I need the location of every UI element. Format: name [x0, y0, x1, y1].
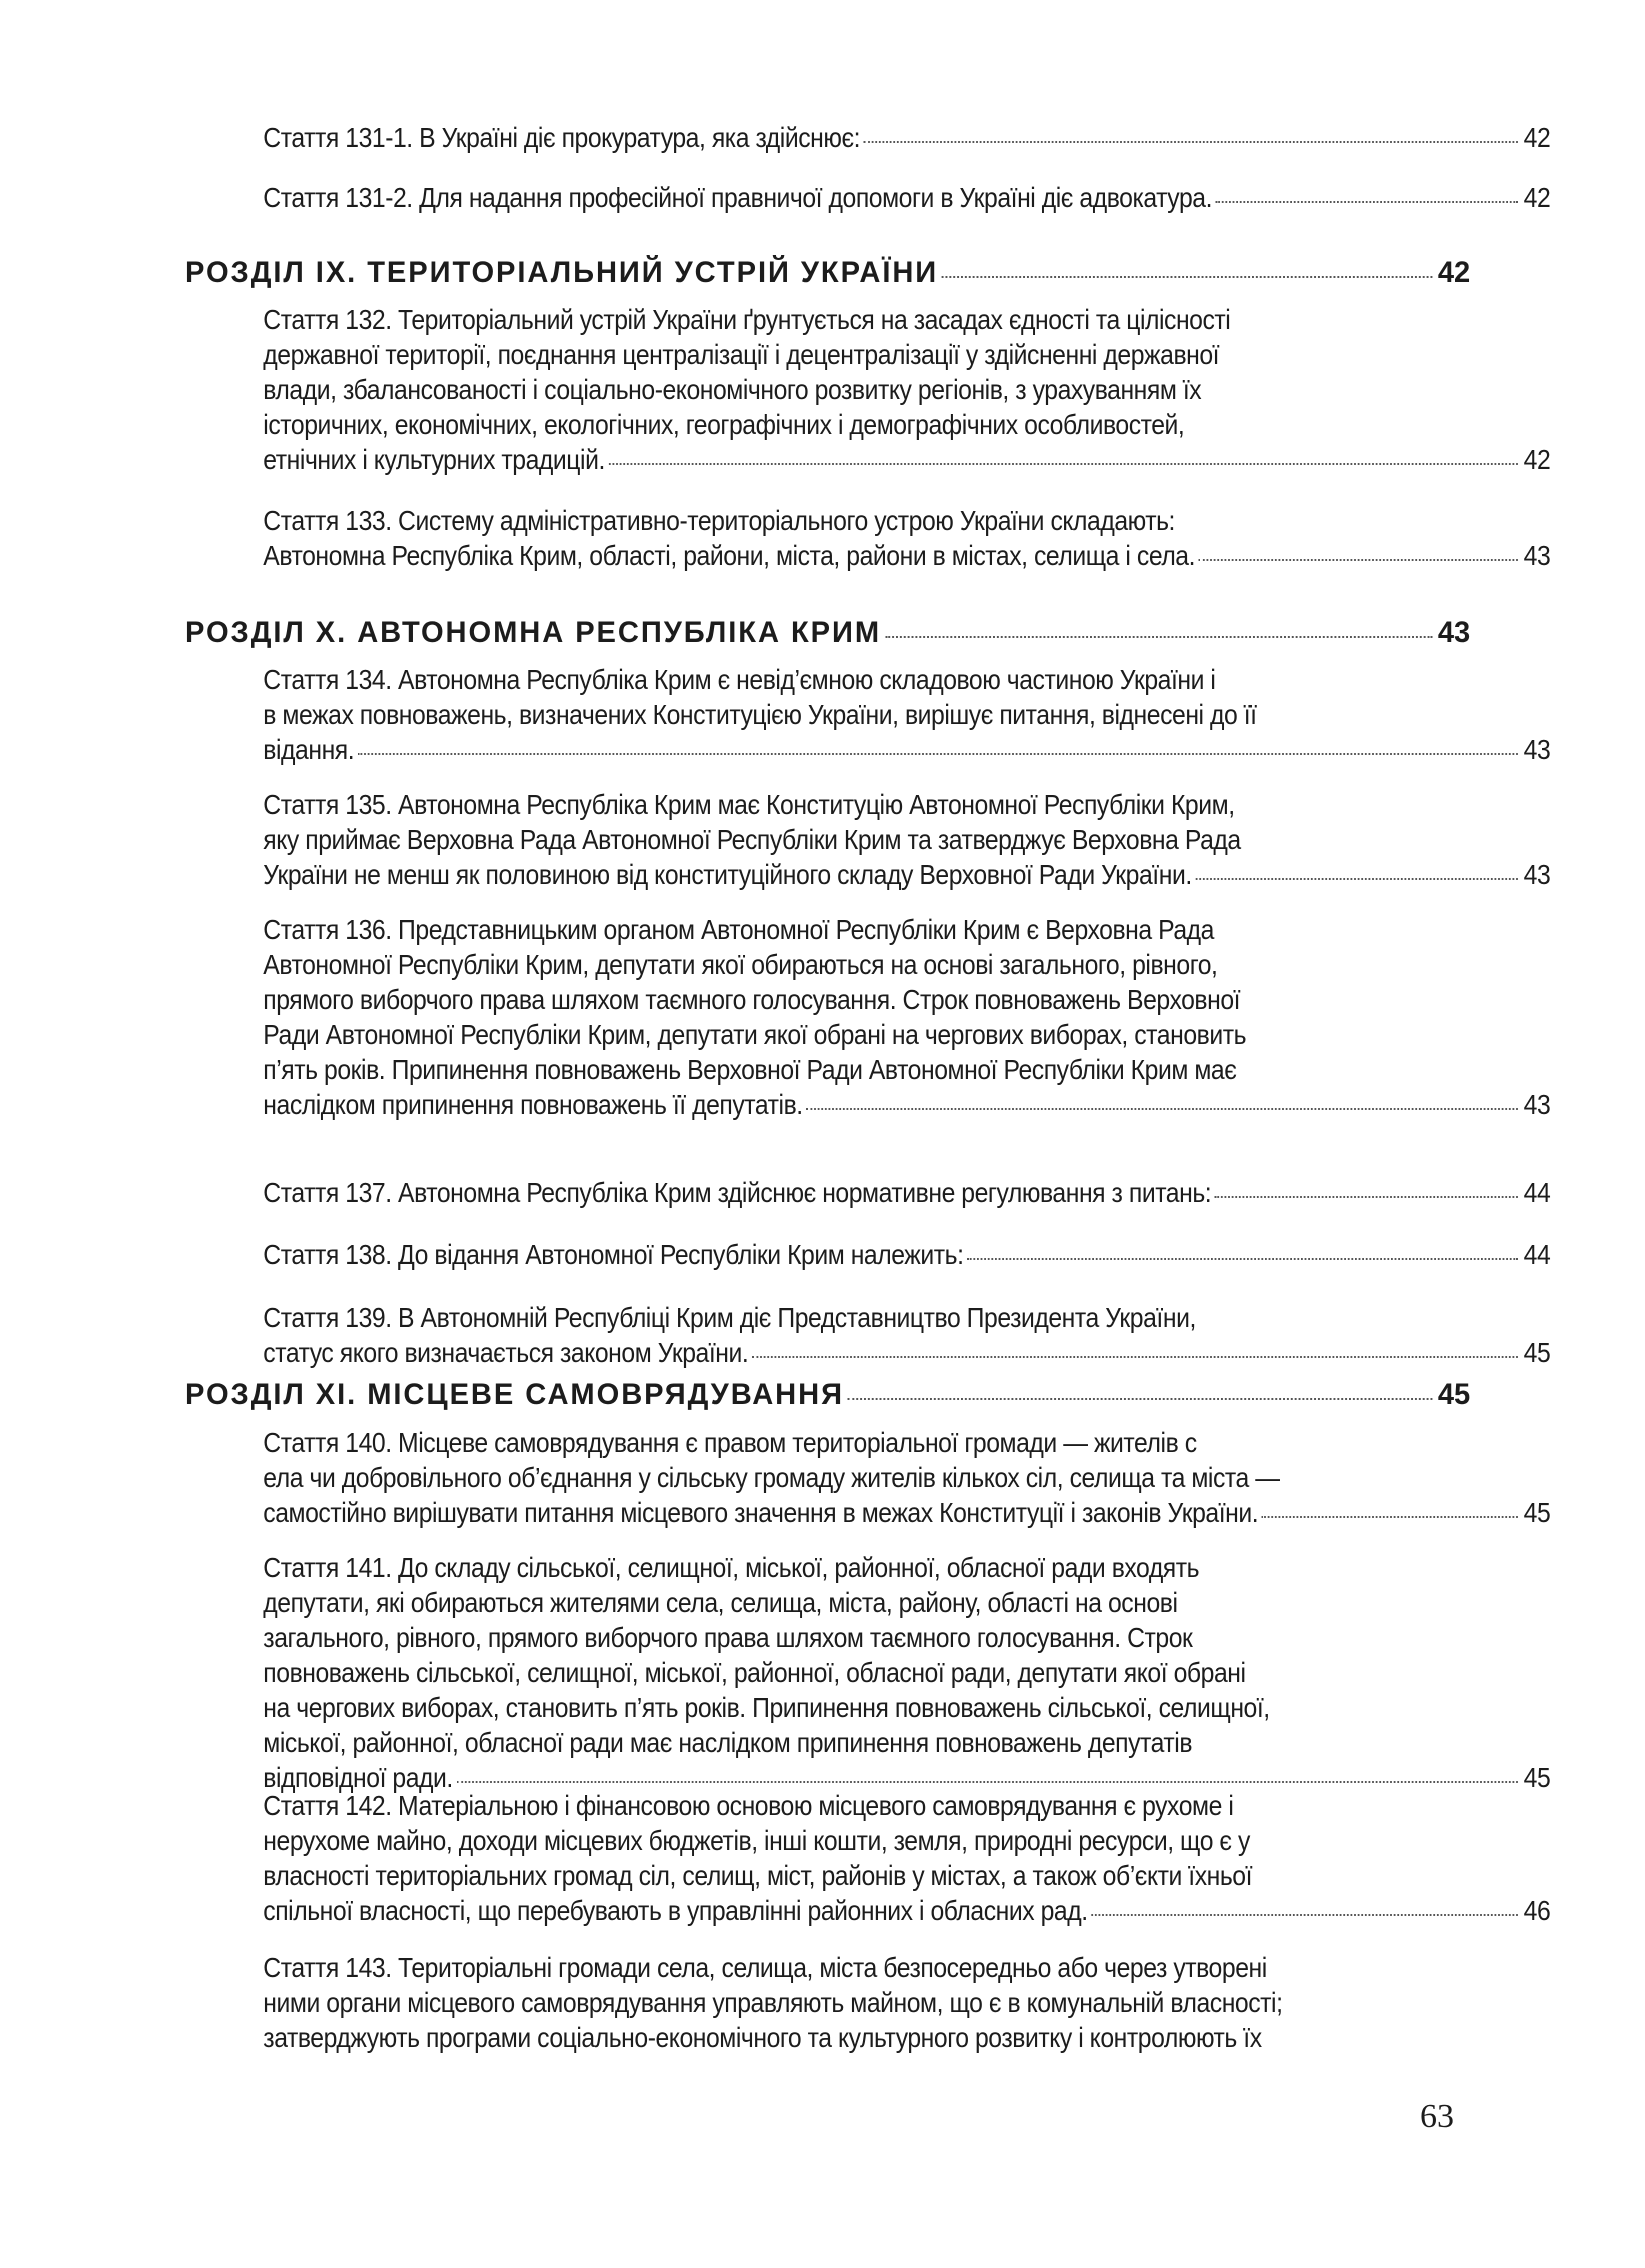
toc-article-entry	[185, 1175, 1550, 1210]
toc-entry-text: Стаття 133. Систему адміністративно-територіального устрою України складають:	[263, 505, 1175, 536]
toc-page-ref: 43	[1523, 859, 1551, 890]
toc-page-ref: 45	[1437, 1378, 1471, 1411]
toc-article-entry	[185, 912, 1550, 1122]
toc-entry-text: Стаття 134. Автономна Республіка Крим є невід’ємною складовою частиною України і	[263, 664, 1216, 695]
dot-leader	[608, 463, 1518, 465]
toc-article-entry	[185, 1950, 1550, 2055]
dot-leader	[752, 1356, 1518, 1358]
toc-entry-text: Стаття 137. Автономна Республіка Крим здійснює нормативне регулювання з питань:	[263, 1177, 1212, 1208]
toc-article-entry	[185, 503, 1550, 573]
toc-page-ref: 43	[1437, 616, 1471, 649]
toc-page-ref: 43	[1523, 540, 1551, 571]
toc-article-entry	[185, 1300, 1550, 1370]
toc-page-ref: 42	[1523, 444, 1551, 475]
toc-page-ref: 42	[1523, 182, 1551, 213]
toc-article-entry	[185, 1237, 1550, 1272]
page-number: 63	[1420, 2098, 1454, 2135]
toc-entry-text: на чергових виборах, становить п’ять років. Припинення повноважень сільської, селищної,	[263, 1692, 1270, 1723]
toc-entry-text: Стаття 131-2. Для надання професійної правничої допомоги в Україні діє адвокатура.	[263, 182, 1213, 213]
toc-entry-text: Стаття 142. Матеріальною і фінансовою основою місцевого самоврядування є рухоме і	[263, 1790, 1234, 1821]
dot-leader	[1216, 201, 1519, 203]
toc-entry-text: державної території, поєднання централізації і децентралізації у здійсненні державної	[263, 339, 1220, 370]
toc-entry-text: депутати, які обираються жителями села, селища, міста, району, області на основі	[263, 1587, 1178, 1618]
toc-entry-text: відповідної ради.	[263, 1762, 453, 1793]
toc-page-ref: 43	[1523, 1089, 1551, 1120]
toc-article-entry	[185, 1425, 1550, 1530]
toc-entry-text: Автономна Республіка Крим, області, райони, міста, райони в містах, селища і села.	[263, 540, 1196, 571]
dot-leader	[967, 1258, 1518, 1260]
toc-entry-text: РОЗДІЛ IX. ТЕРИТОРІАЛЬНИЙ УСТРІЙ УКРАЇНИ	[185, 256, 939, 289]
dot-leader	[1215, 1196, 1518, 1198]
toc-page-ref: 45	[1523, 1337, 1551, 1368]
toc-entry-text: України не менш як половиною від конституційного складу Верховної Ради України.	[263, 859, 1192, 890]
dot-leader	[1195, 878, 1518, 880]
toc-entry-text: Стаття 131-1. В Україні діє прокуратура, яка здійснює:	[263, 122, 861, 153]
toc-entry-text: яку приймає Верховна Рада Автономної Республіки Крим та затверджує Верховна Рада	[263, 824, 1241, 855]
toc-entry-text: в межах повноважень, визначених Конституцією України, вирішує питання, віднесені до її	[263, 699, 1257, 730]
dot-leader	[1262, 1516, 1519, 1518]
toc-entry-text: РОЗДІЛ X. АВТОНОМНА РЕСПУБЛІКА КРИМ	[185, 616, 882, 649]
toc-entry-text: Автономної Республіки Крим, депутати якої обираються на основі загального, рівного,	[263, 949, 1218, 980]
toc-section-heading	[185, 255, 1470, 291]
dot-leader	[864, 141, 1519, 143]
toc-article-entry	[185, 662, 1550, 767]
toc-entry-text: РОЗДІЛ XI. МІСЦЕВЕ САМОВРЯДУВАННЯ	[185, 1378, 844, 1411]
dot-leader	[885, 636, 1432, 638]
toc-entry-text: ела чи добровільного об’єднання у сільську громаду жителів кількох сіл, селища та міста —	[263, 1462, 1280, 1493]
toc-entry-text: Стаття 138. До відання Автономної Республіки Крим належить:	[263, 1239, 964, 1270]
toc-article-entry	[185, 180, 1550, 215]
toc-entry-text: Ради Автономної Республіки Крим, депутати якої обрані на чергових виборах, становить	[263, 1019, 1247, 1050]
toc-entry-text: прямого виборчого права шляхом таємного голосування. Строк повноважень Верховної	[263, 984, 1241, 1015]
toc-entry-text: статус якого визначається законом України.	[263, 1337, 749, 1368]
dot-leader	[456, 1781, 1518, 1783]
toc-entry-text: Стаття 132. Територіальний устрій України ґрунтується на засадах єдності та цілісності	[263, 304, 1231, 335]
toc-entry-text: самостійно вирішувати питання місцевого значення в межах Конституції і законів України.	[263, 1497, 1259, 1528]
dot-leader	[848, 1398, 1432, 1400]
toc-section-heading	[185, 1377, 1470, 1413]
toc-page-ref: 44	[1523, 1177, 1551, 1208]
toc-entry-text: Стаття 141. До складу сільської, селищної, міської, районної, обласної ради входять	[263, 1552, 1200, 1583]
toc-page-ref: 46	[1523, 1895, 1551, 1926]
dot-leader	[1091, 1914, 1518, 1916]
toc-entry-text: повноважень сільської, селищної, міської, районної, обласної ради, депутати якої обрані	[263, 1657, 1246, 1688]
toc-article-entry	[185, 302, 1550, 477]
toc-entry-text: історичних, економічних, екологічних, географічних і демографічних особливостей,	[263, 409, 1185, 440]
toc-page-ref: 45	[1523, 1497, 1551, 1528]
toc-entry-text: Стаття 140. Місцеве самоврядування є правом територіальної громади — жителів с	[263, 1427, 1197, 1458]
toc-entry-text: Стаття 143. Територіальні громади села, селища, міста безпосередньо або через утворені	[263, 1952, 1267, 1983]
toc-page-ref: 44	[1523, 1239, 1551, 1270]
dot-leader	[942, 276, 1432, 278]
toc-article-entry	[185, 120, 1550, 155]
toc-entry-text: Стаття 139. В Автономній Республіці Крим діє Представництво Президента України,	[263, 1302, 1196, 1333]
toc-entry-text: Стаття 135. Автономна Республіка Крим має Конституцію Автономної Республіки Крим,	[263, 789, 1235, 820]
toc-article-entry	[185, 1788, 1550, 1928]
toc-page-ref: 42	[1437, 256, 1471, 289]
dot-leader	[358, 753, 1518, 755]
toc-entry-text: спільної власності, що перебувають в управлінні районних і обласних рад.	[263, 1895, 1088, 1926]
toc-entry-text: Стаття 136. Представницьким органом Автономної Республіки Крим є Верховна Рада	[263, 914, 1214, 945]
toc-entry-text: міської, районної, обласної ради має наслідком припинення повноважень депутатів	[263, 1727, 1193, 1758]
toc-section-heading	[185, 615, 1470, 651]
toc-page-ref: 43	[1523, 734, 1551, 765]
toc-entry-text: затверджують програми соціально-економічного та культурного розвитку і контролюють їх	[263, 2022, 1262, 2053]
toc-entry-text: нерухоме майно, доходи місцевих бюджетів, інші кошти, земля, природні ресурси, що є у	[263, 1825, 1250, 1856]
toc-entry-text: власності територіальних громад сіл, селищ, міст, районів у містах, а також об’єкти їхньої	[263, 1860, 1253, 1891]
dot-leader	[806, 1108, 1518, 1110]
toc-entry-text: влади, збалансованості і соціально-економічного розвитку регіонів, з урахуванням їх	[263, 374, 1202, 405]
toc-article-entry	[185, 1550, 1550, 1795]
toc-page-ref: 45	[1523, 1762, 1551, 1793]
toc-entry-text: етнічних і культурних традицій.	[263, 444, 605, 475]
toc-entry-text: відання.	[263, 734, 355, 765]
toc-article-entry	[185, 787, 1550, 892]
toc-entry-text: ними органи місцевого самоврядування управляють майном, що є в комунальній власності;	[263, 1987, 1283, 2018]
toc-entry-text: загального, рівного, прямого виборчого права шляхом таємного голосування. Строк	[263, 1622, 1193, 1653]
toc-entry-text: наслідком припинення повноважень її депутатів.	[263, 1089, 803, 1120]
toc-entry-text: п’ять років. Припинення повноважень Верховної Ради Автономної Республіки Крим має	[263, 1054, 1237, 1085]
toc-page-ref: 42	[1523, 122, 1551, 153]
dot-leader	[1199, 559, 1519, 561]
